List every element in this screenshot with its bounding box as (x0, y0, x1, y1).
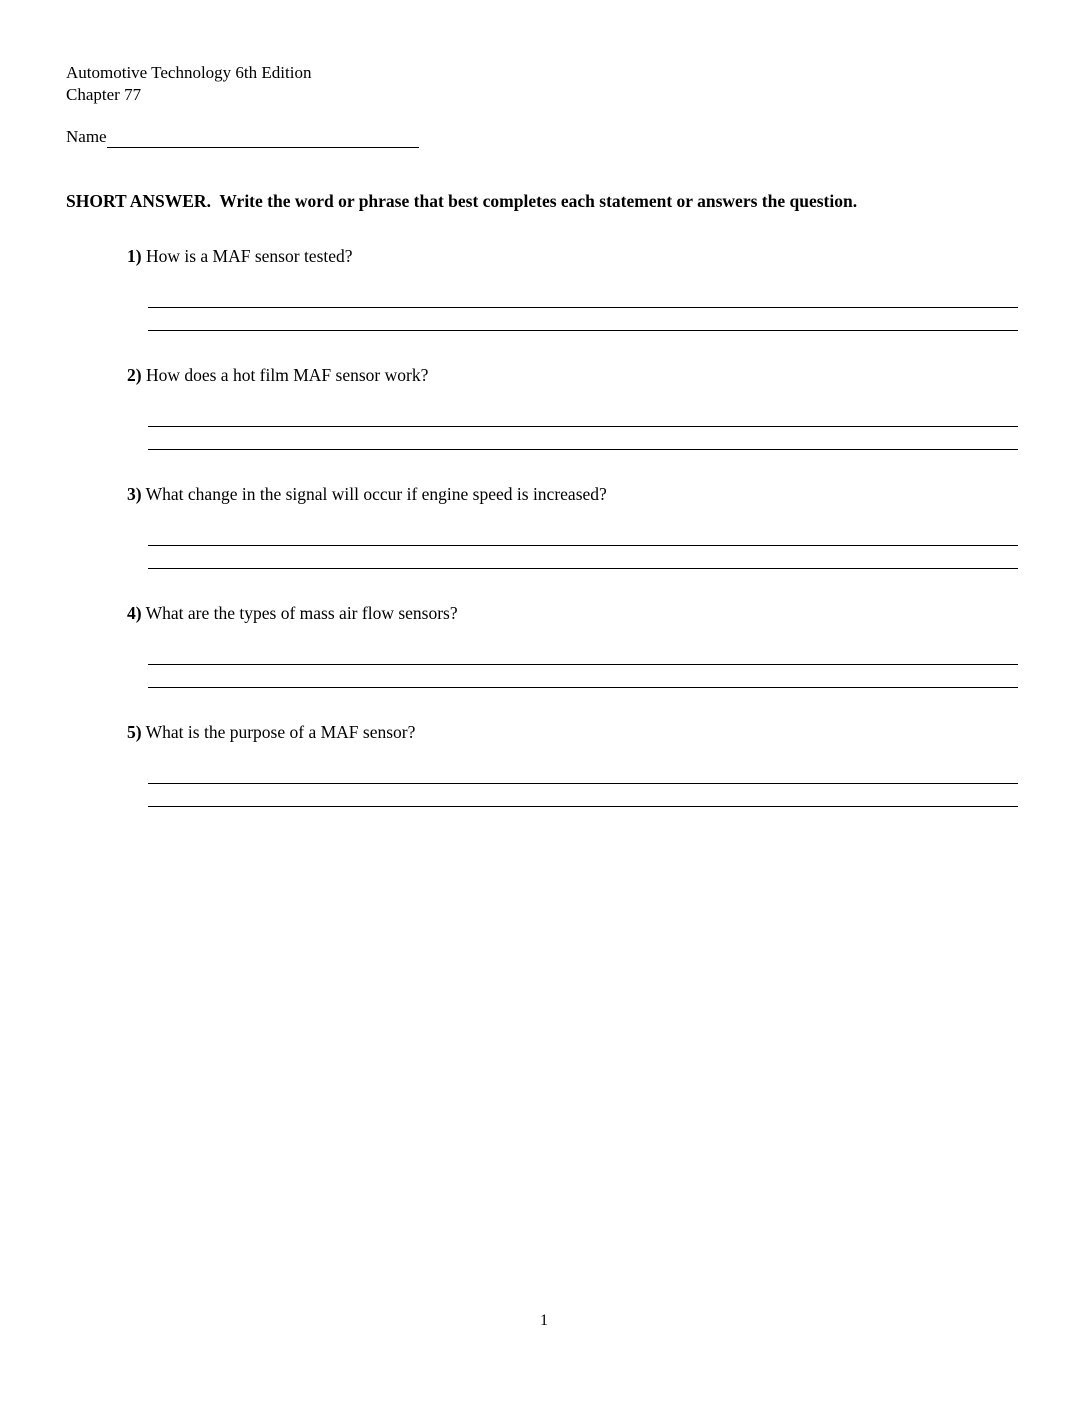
question-4-text: What are the types of mass air flow sensors? (145, 603, 458, 623)
answer-line (148, 449, 1018, 450)
question-3-line (66, 483, 1018, 505)
answer-line (148, 545, 1018, 546)
question-5-text: What is the purpose of a MAF sensor? (145, 722, 416, 742)
name-blank-line (107, 129, 419, 148)
question-2-number: 2) (127, 365, 142, 385)
question-5-number: 5) (127, 722, 142, 742)
question-2 (66, 364, 1018, 450)
question-1 (66, 245, 1018, 331)
answer-line (148, 568, 1018, 569)
question-1-text: How is a MAF sensor tested? (145, 246, 353, 266)
question-5-line (66, 721, 1018, 743)
answer-line (148, 783, 1018, 784)
question-2-text: How does a hot film MAF sensor work? (145, 365, 429, 385)
question-2-line (66, 364, 1018, 386)
question-1-line (66, 245, 1018, 267)
answer-line (148, 330, 1018, 331)
answer-line (148, 426, 1018, 427)
instructions-heading: SHORT ANSWER. Write the word or phrase that best completes each statement or answers the question. (66, 191, 858, 211)
document-chapter: Chapter 77 (66, 85, 142, 104)
answer-line (148, 664, 1018, 665)
answer-line (148, 307, 1018, 308)
page-number: 1 (540, 1312, 548, 1329)
question-3-text: What change in the signal will occur if engine speed is increased? (145, 484, 607, 504)
question-4-number: 4) (127, 603, 142, 623)
question-1-number: 1) (127, 246, 142, 266)
name-label: Name (66, 127, 107, 146)
document-title: Automotive Technology 6th Edition (66, 63, 312, 82)
question-3 (66, 483, 1018, 569)
document-header (66, 62, 1018, 106)
answer-line (148, 806, 1018, 807)
question-4 (66, 602, 1018, 688)
name-row (66, 126, 1018, 148)
question-3-number: 3) (127, 484, 142, 504)
question-4-line (66, 602, 1018, 624)
answer-line (148, 687, 1018, 688)
question-5 (66, 721, 1018, 807)
